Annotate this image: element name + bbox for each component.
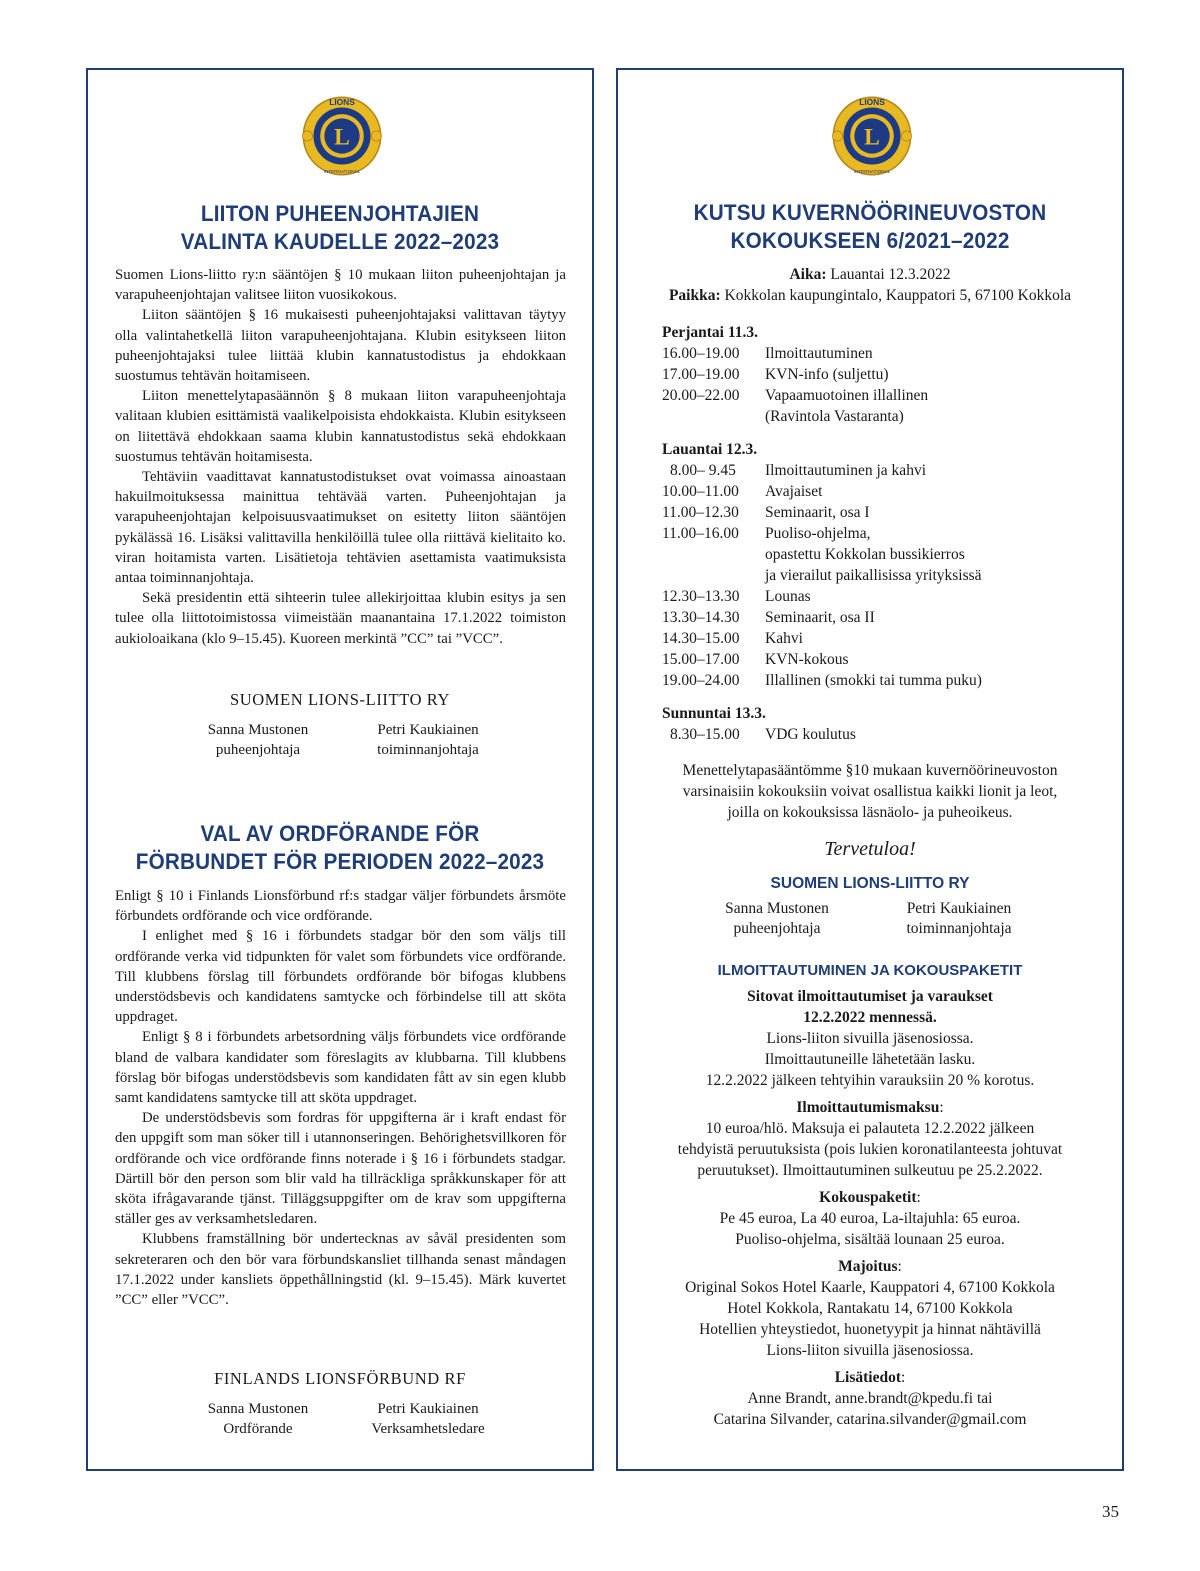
schedule-day-title: Sunnuntai 13.3.	[662, 705, 766, 722]
schedule-activity: Seminaarit, osa II	[765, 609, 875, 626]
lions-logo-icon	[830, 94, 914, 178]
schedule-day	[662, 703, 1102, 745]
schedule-row	[662, 586, 1102, 607]
heading-invitation-line: KOKOUKSEEN 6/2021–2022	[730, 228, 1010, 253]
registration-block: Sitovat ilmoittautumiset ja varaukset 12.2.2022 mennessä. Lions-liiton sivuilla jäsenosiossa. Ilmoittautuneille lähetetään lasku. 12.2.2022 jälkeen tehtyihin varauksiin 20 % korotus. Ilmoittautumismaksu: 10 euroa/hlö. Maksuja ei palauteta 12.2.2022 jälkeen tehdyistä peruutuksista (pois lukien koronatilanteesta johtuvat peruutukset). Ilmoittautuminen sulkeutuu pe 25.2.2022. Kokouspaketit: Pe 45 euroa, La 40 euroa, La-iltajuhla: 65 euroa. Puoliso-ohjelma, sisältää lounaan 25 euroa. Majoitus: Original Sokos Hotel Kaarle, Kauppatori 4, 67100 Kokkola Hotel Kokkola, Rantakatu 14, 67100 Kokkola Hotellien yhteystiedot, huonetyypit ja hinnat nähtävillä Lions-liiton sivuilla jäsenosiossa. Lisätiedot: Anne Brandt, anne.brandt@kpedu.fi tai Catarina Silvander, catarina.silvander@gmail.com	[677, 988, 1063, 1428]
schedule-activity: Avajaiset	[765, 483, 823, 500]
schedule-time: 19.00–24.00	[662, 672, 740, 689]
schedule-activity: KVN-info (suljettu)	[765, 366, 889, 383]
logo-letter: L	[334, 124, 350, 151]
schedule-time: 13.30–14.30	[662, 609, 740, 626]
signature-director-right: Petri Kaukiainen toiminnanjohtaja	[906, 900, 1012, 937]
schedule-time: 12.30–13.30	[662, 588, 740, 605]
heading-fi-line: VALINTA KAUDELLE 2022–2023	[180, 229, 500, 254]
schedule-activity: Seminaarit, osa I	[765, 504, 870, 521]
heading-invitation-line: KUTSU KUVERNÖÖRINEUVOSTON	[693, 200, 1047, 225]
body-sv-paragraph: Klubbens framställning bör undertecknas av såväl presidenten som sekreteraren och den bör vara förbundskansliet tillhanda senast måndagen 17.1.2022 under kansliets öppethållningstid (kl. 9–15.45). Märk kuvertet ”CC” eller ”VCC”.	[115, 1231, 566, 1309]
schedule-activity: Illallinen (smokki tai tumma puku)	[765, 672, 982, 689]
schedule-row	[662, 628, 1102, 649]
schedule-time: 8.00– 9.45	[670, 462, 736, 479]
schedule-row	[662, 364, 1102, 385]
org-name-right: SUOMEN LIONS-LIITTO RY	[770, 875, 970, 892]
left-announcement-box	[86, 68, 594, 1471]
body-sv-paragraph: I enlighet med § 16 i förbundets stadgar bör den som väljs till ordförande verka vid tidpunkten för valet som förbundets vice ordförande. Till klubbens förslag till förbundets ordförande bör bifogas klubbens understödsbevis och kandidatens samtycke och förbindelse till att sköta uppdraget.	[115, 928, 566, 1026]
right-invitation-box	[616, 68, 1124, 1471]
schedule-time: 11.00–12.30	[662, 504, 739, 521]
heading-invitation	[638, 199, 1102, 255]
schedule-activity: Vapaamuotoinen illallinen (Ravintola Vastaranta)	[765, 387, 929, 425]
registration-heading: ILMOITTAUTUMINEN JA KOKOUSPAKETIT	[717, 962, 1023, 979]
heading-fi	[108, 200, 572, 256]
body-sv-paragraph: De understödsbevis som fordras för uppgifterna är i kraft endast för den uppgift som man söker till i utannonseringen. Behörighetsvillkoren för ordförande och vice ordförande finns noterade i § 16 i förbundets stadgar. Därtill bör den person som blir vald ha tillräckliga språkkunskaper för att sköta ifrågavarande tjänst. Tilläggsuppgifter om de krav som uppgifterna ställer ges av verksamhetsledaren.	[115, 1110, 566, 1228]
lions-logo-icon	[300, 94, 384, 178]
logo-bottom-text: INTERNATIONAL	[323, 168, 361, 174]
logo-letter: L	[864, 124, 880, 151]
body-fi	[115, 265, 566, 649]
schedule-row	[662, 385, 1102, 427]
schedule-row	[662, 502, 1102, 523]
org-name-fi: SUOMEN LIONS-LIITTO RY	[229, 690, 451, 709]
schedule-row	[662, 724, 1102, 745]
schedule-row	[662, 649, 1102, 670]
schedule-time: 16.00–19.00	[662, 345, 740, 362]
schedule-activity: Puoliso-ohjelma, opastettu Kokkolan bussikierros ja vierailut paikallisissa yrityksissä	[765, 525, 982, 584]
welcome-text: Tervetuloa!	[824, 838, 916, 860]
body-fi-paragraph: Suomen Lions-liitto ry:n sääntöjen § 10 mukaan liiton puheenjohtajan ja varapuheenjohtajan valitsee liiton vuosikokous.	[115, 267, 566, 304]
body-fi-paragraph: Sekä presidentin että sihteerin tulee allekirjoittaa klubin esitys ja sen tulee olla liittotoimistossa viimeistään maanantaina 17.1.2022 toimiston aukioloaikana (klo 9–15.45). Kuoreen merkintä ”CC” tai ”VCC”.	[115, 590, 566, 647]
schedule-activity: VDG koulutus	[765, 726, 856, 743]
schedule-activity: KVN-kokous	[765, 651, 849, 668]
schedule-row	[662, 607, 1102, 628]
body-sv	[115, 886, 566, 1310]
schedule-time: 10.00–11.00	[662, 483, 739, 500]
notice: Menettelytapasääntömme §10 mukaan kuvernöörineuvoston varsinaisiin kokouksiin voivat osallistua kaikki lionit ja leot, joilla on kokouksissa läsnäolo- ja puheoikeus.	[682, 762, 1058, 821]
schedule-row	[662, 670, 1102, 691]
heading-sv-line: VAL AV ORDFÖRANDE FÖR	[200, 821, 480, 846]
org-name-sv: FINLANDS LIONSFÖRBUND RF	[214, 1369, 466, 1388]
meeting-place: Paikka: Kokkolan kaupungintalo, Kauppatori 5, 67100 Kokkola	[668, 287, 1072, 304]
schedule-activity: Ilmoittautuminen ja kahvi	[765, 462, 926, 479]
meeting-time: Aika: Lauantai 12.3.2022	[789, 266, 951, 283]
schedule-row	[662, 343, 1102, 364]
heading-fi-line: LIITON PUHEENJOHTAJIEN	[200, 201, 480, 226]
logo-top-text: LIONS	[859, 96, 885, 107]
signature-chair-fi: Sanna Mustonen puheenjohtaja	[207, 722, 309, 758]
schedule-day	[662, 439, 1102, 691]
signature-director-sv: Petri Kaukiainen Verksamhetsledare	[371, 1401, 485, 1437]
schedule-activity: Ilmoittautuminen	[765, 345, 873, 362]
schedule-activity: Kahvi	[765, 630, 803, 647]
schedule-time: 11.00–16.00	[662, 525, 739, 542]
schedule	[662, 322, 1102, 745]
schedule-time: 15.00–17.00	[662, 651, 740, 668]
heading-sv	[108, 820, 572, 876]
schedule-time: 20.00–22.00	[662, 387, 740, 404]
logo-bottom-text: INTERNATIONAL	[853, 168, 891, 174]
schedule-time: 17.00–19.00	[662, 366, 740, 383]
schedule-activity: Lounas	[765, 588, 811, 605]
logo-top-text: LIONS	[329, 96, 355, 107]
schedule-day-title: Perjantai 11.3.	[662, 324, 758, 341]
signature-chair-sv: Sanna Mustonen Ordförande	[207, 1401, 309, 1437]
body-fi-paragraph: Liiton sääntöjen § 16 mukaisesti puheenjohtajaksi valittavan täytyy olla valintahetkellä liiton varapuheenjohtajana. Klubin esitykseen liiton puheenjohtajaksi tulee liittää klubin kannatustodistus ja ehdokkaan suostumus tehtävän hoitamiseen.	[115, 307, 566, 385]
schedule-time: 8.30–15.00	[670, 726, 740, 743]
schedule-day-title: Lauantai 12.3.	[662, 441, 758, 458]
schedule-time: 14.30–15.00	[662, 630, 740, 647]
schedule-row	[662, 481, 1102, 502]
schedule-row	[662, 460, 1102, 481]
heading-sv-line: FÖRBUNDET FÖR PERIODEN 2022–2023	[135, 849, 545, 874]
body-sv-paragraph: Enligt § 8 i förbundets arbetsordning väljs förbundets vice ordförande bland de valbara kandidater som föreslagits av klubbarna. Till klubbens förslag bör bifogas understödsbevis som kandidaten fått av sin egen klubb samt kandidatens samtycke till att sköta uppdraget.	[115, 1029, 566, 1107]
signature-chair-right: Sanna Mustonen puheenjohtaja	[725, 900, 829, 937]
page-number: 35	[1102, 1502, 1119, 1521]
schedule-day	[662, 322, 1102, 427]
schedule-row	[662, 523, 1102, 586]
body-sv-paragraph: Enligt § 10 i Finlands Lionsförbund rf:s stadgar väljer förbundets årsmöte förbundets ordförande och vice ordförande.	[115, 888, 566, 925]
body-fi-paragraph: Tehtäviin vaadittavat kannatustodistukset ovat voimassa ainoastaan hakuilmoituksessa mainittua tehtävää varten. Puheenjohtajan ja varapuheenjohtajan kelpoisuusvaatimukset on esitetty liiton sääntöjen pykälässä 16. Lisäksi valittavilla henkilöillä tulee olla riittävä kielitaito ko. viran hoitamista varten. Lisätietoja tehtävien asettamista vaatimuksista antaa toiminnanjohtaja.	[115, 469, 566, 587]
signature-director-fi: Petri Kaukiainen toiminnanjohtaja	[377, 722, 479, 758]
body-fi-paragraph: Liiton menettelytapasäännön § 8 mukaan liiton varapuheenjohtaja valitaan klubien esittämistä vaalikelpoisista ehdokkaista. Klubin esitykseen on liitettävä ehdokkaan saama klubin kannatustodistus sekä ehdokkaan suostumus tehtävän hoitamisesta.	[115, 388, 566, 465]
